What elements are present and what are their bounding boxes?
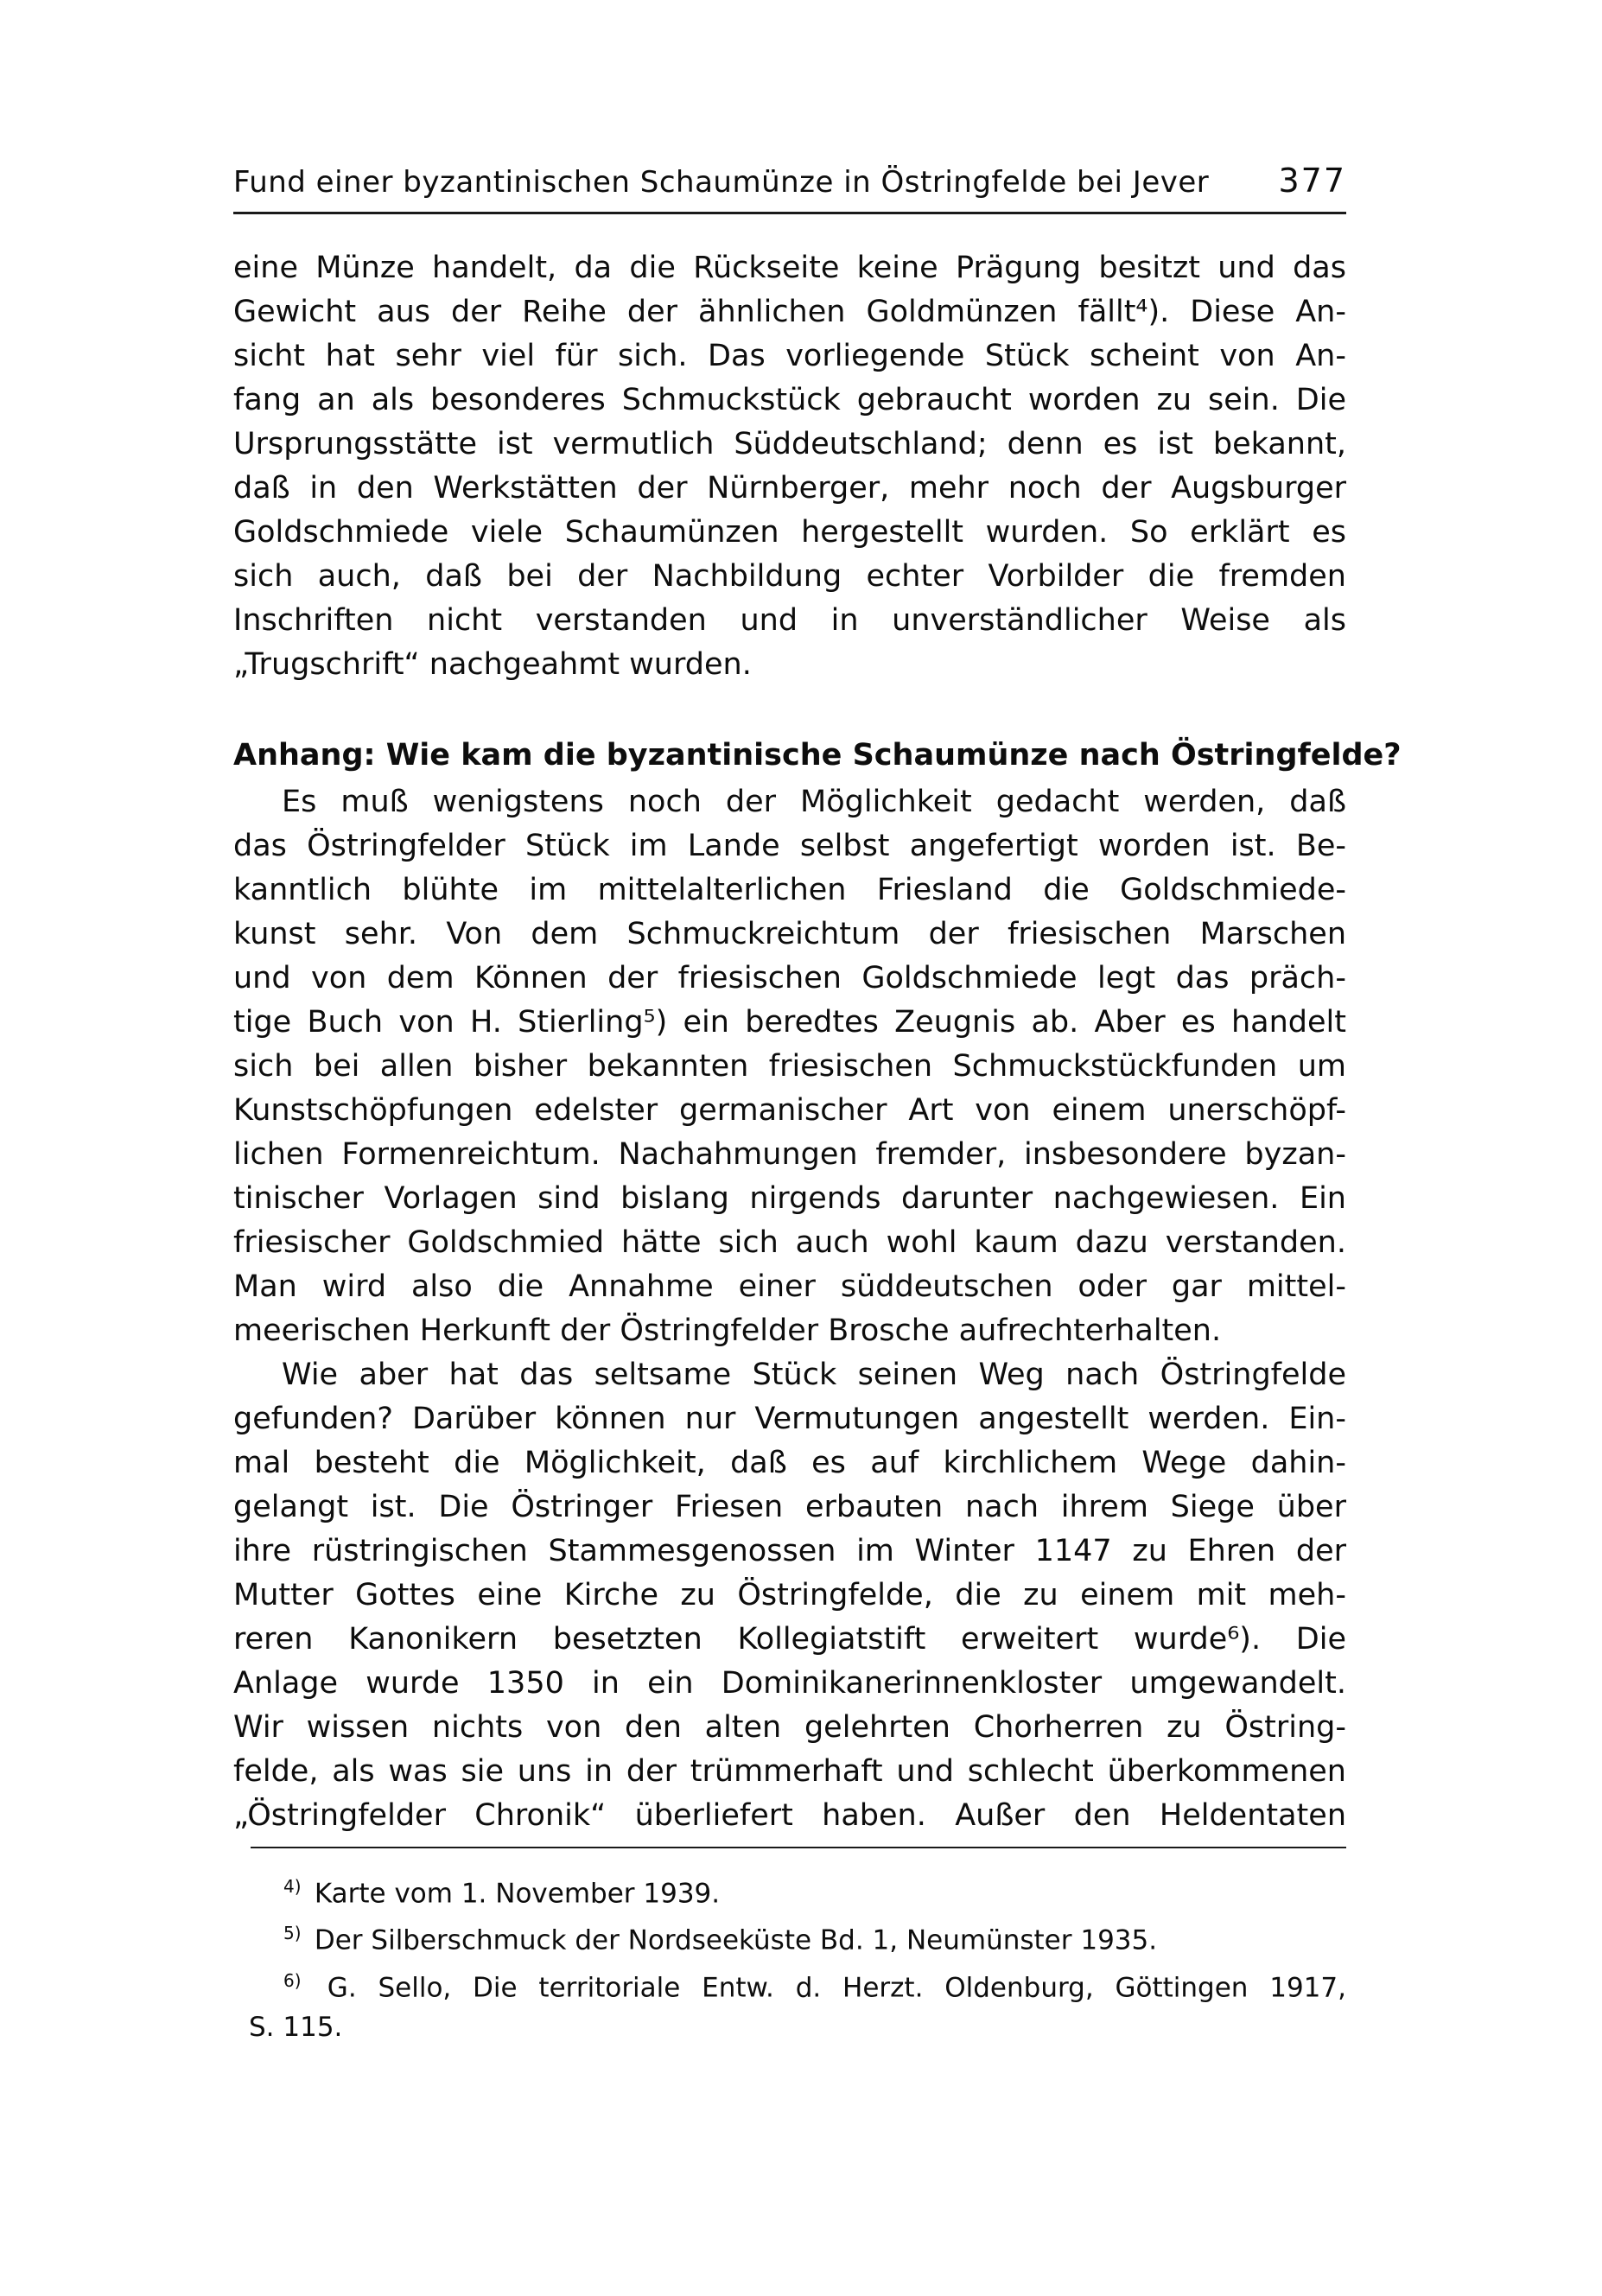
paragraph-2 <box>233 780 1346 1353</box>
text-line: reren Kanonikern besetzten Kollegiatstift erweitert wurde⁶). Die <box>233 1622 1346 1657</box>
text-line: sicht hat sehr viel für sich. Das vorliegende Stück scheint von An- <box>233 339 1346 373</box>
footnote-rule <box>251 1847 1346 1848</box>
text-line: felde, als was sie uns in der trümmerhaft und schlecht überkommenen <box>233 1754 1346 1789</box>
text-line: tinischer Vorlagen sind bislang nirgends darunter nachgewiesen. Ein <box>233 1181 1346 1216</box>
footnote-mark: 5) <box>283 1923 302 1944</box>
footnote-continuation: S. 115. <box>249 2011 343 2043</box>
text-line: und von dem Können der friesischen Goldschmiede legt das präch- <box>233 961 1346 995</box>
footnote-text: Der Silberschmuck der Nordseeküste Bd. 1, Neumünster 1935. <box>314 1924 1158 1956</box>
page-number: 377 <box>1278 162 1346 200</box>
running-header <box>233 151 1346 200</box>
footnote <box>233 1913 1346 1960</box>
text-line: sich auch, daß bei der Nachbildung echter Vorbilder die fremden <box>233 559 1346 594</box>
text-line: eine Münze handelt, da die Rückseite keine Prägung besitzt und das <box>233 251 1346 285</box>
text-line: „Östringfelder Chronik“ überliefert haben. Außer den Heldentaten <box>233 1798 1346 1833</box>
text-line: Mutter Gottes eine Kirche zu Östringfelde, die zu einem mit meh- <box>233 1578 1346 1612</box>
text-line: meerischen Herkunft der Östringfelder Brosche aufrechterhalten. <box>233 1313 1222 1348</box>
text-line: Kunstschöpfungen edelster germanischer Art von einem unerschöpf- <box>233 1093 1346 1128</box>
footnote-mark: 4) <box>283 1876 302 1897</box>
text-line: Ursprungsstätte ist vermutlich Süddeutschland; denn es ist bekannt, <box>233 427 1346 461</box>
text-line: Es muß wenigstens noch der Möglichkeit gedacht werden, daß <box>282 785 1346 819</box>
text-line: Inschriften nicht verstanden und in unverständlicher Weise als <box>233 603 1346 638</box>
text-line: Wir wissen nichts von den alten gelehrten Chorherren zu Östring- <box>233 1710 1346 1745</box>
text-line: Wie aber hat das seltsame Stück seinen Weg nach Östringfelde <box>282 1358 1346 1392</box>
text-line: Goldschmiede viele Schaumünzen hergestellt wurden. So erklärt es <box>233 515 1346 550</box>
footnote-text: Karte vom 1. November 1939. <box>314 1878 721 1910</box>
text-line: Man wird also die Annahme einer süddeutschen oder gar mittel- <box>233 1269 1346 1304</box>
main-text <box>233 246 1402 1838</box>
text-line: daß in den Werkstätten der Nürnberger, mehr noch der Augsburger <box>233 471 1346 506</box>
section-heading: Anhang: Wie kam die byzantinische Schaumünze nach Östringfelde? <box>233 738 1402 773</box>
text-line: das Östringfelder Stück im Lande selbst angefertigt worden ist. Be- <box>233 829 1346 863</box>
text-line: tige Buch von H. Stierling⁵) ein beredtes Zeugnis ab. Aber es handelt <box>233 1005 1346 1040</box>
paragraph-1 <box>233 246 1346 687</box>
text-line: fang an als besonderes Schmuckstück gebraucht worden zu sein. Die <box>233 383 1346 417</box>
text-line: kunst sehr. Von dem Schmuckreichtum der friesischen Marschen <box>233 917 1346 951</box>
text-line: Anlage wurde 1350 in ein Dominikanerinnenkloster umgewandelt. <box>233 1666 1346 1701</box>
paragraph-3 <box>233 1353 1346 1838</box>
header-rule <box>233 212 1346 214</box>
footnote <box>233 1867 1346 1913</box>
text-line: ihre rüstringischen Stammesgenossen im Winter 1147 zu Ehren der <box>233 1534 1346 1568</box>
text-line: gefunden? Darüber können nur Vermutungen angestellt werden. Ein- <box>233 1402 1346 1436</box>
text-line: mal besteht die Möglichkeit, daß es auf kirchlichem Wege dahin- <box>233 1446 1346 1480</box>
text-line: friesischer Goldschmied hätte sich auch wohl kaum dazu verstanden. <box>233 1225 1346 1260</box>
footnotes <box>233 1867 1346 2047</box>
text-line: Gewicht aus der Reihe der ähnlichen Goldmünzen fällt⁴). Diese An- <box>233 295 1346 329</box>
text-line: sich bei allen bisher bekannten friesischen Schmuckstückfunden um <box>233 1049 1346 1084</box>
footnote-mark: 6) <box>283 1969 302 1991</box>
text-line: kanntlich blühte im mittelalterlichen Friesland die Goldschmiede- <box>233 873 1346 907</box>
footnote <box>233 1961 1346 2007</box>
section-gap <box>233 687 1346 730</box>
text-line: lichen Formenreichtum. Nachahmungen fremder, insbesondere byzan- <box>233 1137 1346 1172</box>
running-title: Fund einer byzantinischen Schaumünze in Östringfelde bei Jever <box>233 165 1210 200</box>
text-line: „Trugschrift“ nachgeahmt wurden. <box>233 647 752 682</box>
text-line: gelangt ist. Die Östringer Friesen erbauten nach ihrem Siege über <box>233 1490 1346 1524</box>
footnote-text: G. Sello, Die territoriale Entw. d. Herzt. Oldenburg, Göttingen 1917, <box>327 1971 1346 2003</box>
